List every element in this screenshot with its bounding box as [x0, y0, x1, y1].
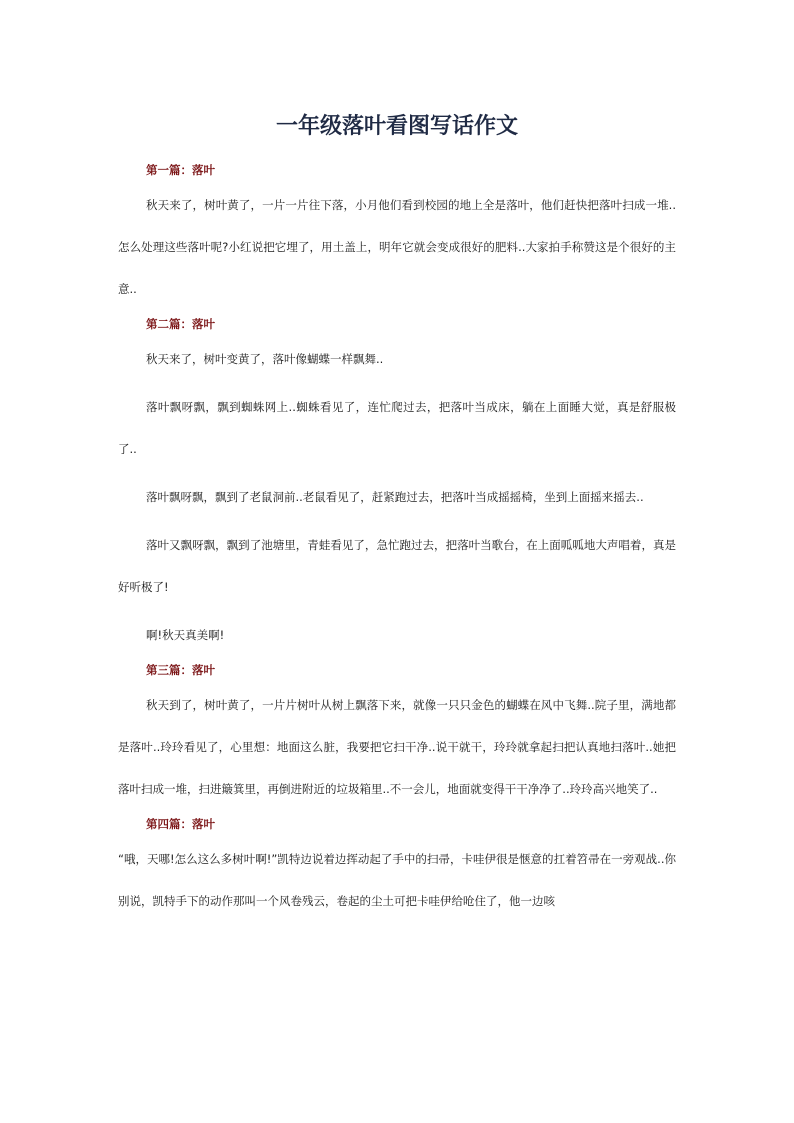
- section-heading: 第四篇：落叶: [146, 817, 215, 831]
- paragraph: 啊!秋天真美啊!: [146, 628, 225, 642]
- section-heading: 第三篇：落叶: [146, 663, 215, 677]
- section-2: [118, 316, 676, 656]
- paragraph: 秋天来了，树叶黄了，一片一片往下落，小月他们看到校园的地上全是落叶，他们赶快把落叶扫成一堆..怎么处理这些落叶呢?小红说把它埋了，用土盖上，明年它就会变成很好的肥料..大家拍手称赞这是个很好的主意..: [118, 198, 676, 296]
- document-title: 一年级落叶看图写话作文: [275, 114, 518, 139]
- paragraph: “哦，天哪!怎么这么多树叶啊!”凯特边说着边挥动起了手中的扫帚，卡哇伊很是惬意的扛着笤帚在一旁观战..你别说，凯特手下的动作那叫一个风卷残云，卷起的尘土可把卡哇伊给呛住了，他一边咳: [118, 852, 676, 908]
- section-heading: 第二篇：落叶: [146, 317, 215, 331]
- section-3: [118, 662, 676, 810]
- section-4: [118, 816, 676, 922]
- section-heading: 第一篇：落叶: [146, 163, 215, 177]
- paragraph: 秋天来了，树叶变黄了，落叶像蝴蝶一样飘舞..: [146, 352, 384, 366]
- paragraph: 落叶飘呀飘，飘到蜘蛛网上..蜘蛛看见了，连忙爬过去，把落叶当成床，躺在上面睡大觉，真是舒服极了..: [118, 400, 676, 456]
- paragraph: 落叶又飘呀飘，飘到了池塘里，青蛙看见了，急忙跑过去，把落叶当歌台，在上面呱呱地大声唱着，真是好听极了!: [118, 538, 676, 594]
- paragraph: 落叶飘呀飘，飘到了老鼠洞前..老鼠看见了，赶紧跑过去，把落叶当成摇摇椅，坐到上面摇来摇去..: [146, 490, 644, 504]
- section-1: [118, 162, 676, 310]
- paragraph: 秋天到了，树叶黄了，一片片树叶从树上飘落下来，就像一只只金色的蝴蝶在风中飞舞..院子里，满地都是落叶..玲玲看见了，心里想：地面这么脏，我要把它扫干净..说干就干，玲玲就拿起扫把认真地扫落叶..她把落叶扫成一堆，扫进簸箕里，再倒进附近的垃圾箱里..不一会儿，地面就变得干干净净了..玲玲高兴地笑了..: [118, 698, 676, 796]
